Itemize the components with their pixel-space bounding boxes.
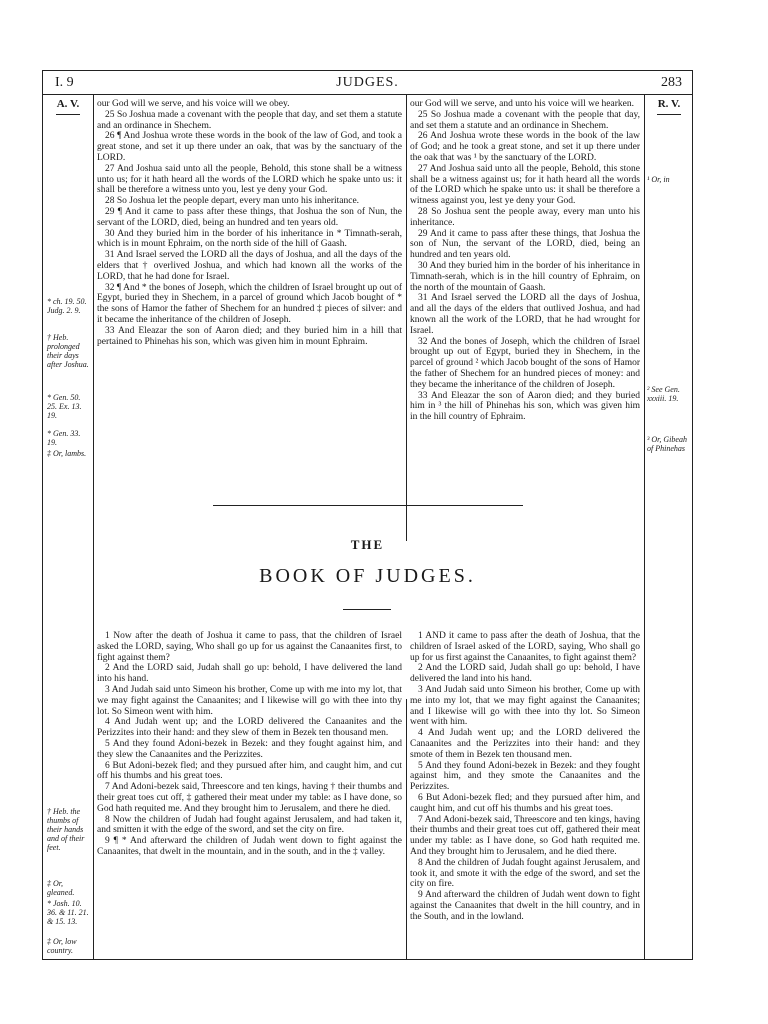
page-header <box>43 71 692 95</box>
av-label-rule <box>56 114 80 115</box>
page-frame <box>42 70 693 960</box>
chapter-ref: I. 9 <box>55 75 74 90</box>
verse: 26 And Joshua wrote these words in the book of the law of God; and he took a great stone, and set it up there under the oak that was ¹ by the sanctuary of the LORD. <box>410 131 640 163</box>
margin-note: ² See Gen. xxxiii. 19. <box>647 385 680 403</box>
av-text-top <box>97 99 402 347</box>
margin-note: ³ Or, Gibeah of Phinehas <box>647 435 687 453</box>
verse: 6 But Adoni-bezek fled; and they pursued after him, and caught him, and cut off his thumbs and his great toes. <box>410 792 640 814</box>
verse: 8 And the children of Judah fought against Jerusalem, and took it, and smote it with the edge of the sword, and set the city on fire. <box>410 857 640 890</box>
verse: 4 And Judah went up; and the LORD delivered the Canaanites and the Perizzites into their hand: and they smote of them in Bezek ten thousand men. <box>410 728 640 760</box>
verse: 28 So Joshua sent the people away, every man unto his inheritance. <box>410 206 640 228</box>
verse: 31 And Israel served the LORD all the days of Joshua, and all the days of the elders that outlived Joshua, and had known all the work of the LORD, that he had wrought for Israel. <box>410 293 640 336</box>
verse: 7 And Adoni-bezek said, Threescore and ten kings, having their thumbs and their great toes cut off, gathered their meat under my table: as I have done, so God hath requited me. And they brought him to Jerusalem, and he died there. <box>410 814 640 857</box>
verse: 8 Now the children of Judah had fought against Jerusalem, and had taken it, and smitten it with the edge of the sword, and set the city on fire. <box>97 814 402 836</box>
verse: 2 And the LORD said, Judah shall go up: behold, I have delivered the land into his hand. <box>410 663 640 685</box>
page-number: 283 <box>661 75 682 90</box>
verse: 9 ¶ * And afterward the children of Judah went down to fight against the Canaanites, that dwelt in the mountain, and in the south, and in the ‡ valley. <box>97 836 402 857</box>
verse: 33 And Eleazar the son of Aaron died; and they buried him in ³ the hill of Phinehas his son, which was given him in the hill country of Ephraim. <box>410 390 640 423</box>
rv-column-label: R. V. <box>657 98 681 110</box>
av-text-bottom <box>97 631 402 858</box>
verse: 32 And the bones of Joseph, which the children of Israel brought up out of Egypt, buried they in Shechem, in the parcel of ground ² which Jacob bought of the sons of Hamor the father of Shechem for an hundred pieces of money: and they became the inheritance of the children of Joseph. <box>410 336 640 390</box>
margin-note: * ch. 19. 50. Judg. 2. 9. <box>47 297 87 315</box>
right-margin-rule <box>644 95 645 959</box>
verse: 32 ¶ And * the bones of Joseph, which the children of Israel brought up out of Egypt, buried they in Shechem, in a parcel of ground which Jacob bought of * the sons of Hamor the father of Shechem for an hundred ‡ pieces of silver: and it became the inheritance of the children of Joseph. <box>97 282 402 325</box>
verse: 6 But Adoni-bezek fled; and they pursued after him, and caught him, and cut off his thumbs and his great toes. <box>97 760 402 782</box>
margin-note: ¹ Or, in <box>647 175 670 184</box>
av-column-label: A. V. <box>56 98 80 110</box>
verse: our God will we serve, and unto his voice will we hearken. <box>410 99 634 109</box>
verse: 33 And Eleazar the son of Aaron died; and they buried him in a hill that pertained to Phinehas his son, which was given him in mount Ephraim. <box>97 325 402 347</box>
margin-note: * Gen. 33. 19. <box>47 429 81 447</box>
verse: 25 So Joshua made a covenant with the people that day, and set them a statute and an ordinance in Shechem. <box>410 109 640 131</box>
verse: 7 And Adoni-bezek said, Threescore and ten kings, having † their thumbs and their great toes cut off, ‡ gathered their meat under my table: as I have done, so God hath requited me. And they brought him to Jerusalem, and there he died. <box>97 782 402 814</box>
verse: 30 And they buried him in the border of his inheritance in Timnath-serah, which is in the hill country of Ephraim, on the north of the mountain of Gaash. <box>410 260 640 293</box>
verse: 3 And Judah said unto Simeon his brother, Come up with me into my lot, that we may fight against the Canaanites; and I likewise will go with thee into thy lot. So Simeon went with him. <box>97 684 402 717</box>
center-rule-top <box>406 95 407 541</box>
verse: 3 And Judah said unto Simeon his brother, Come up with me into my lot, that we may fight against the Canaanites; and I likewise will go with thee into thy lot. So Simeon went with him. <box>410 684 640 728</box>
verse: 29 And it came to pass after these things, that Joshua the son of Nun, the servant of the LORD, died, being an hundred and ten years old. <box>410 228 640 261</box>
book-title: BOOK OF JUDGES. <box>259 565 476 587</box>
title-underline <box>343 609 391 610</box>
book-running-title: JUDGES. <box>336 75 399 90</box>
margin-note: * Gen. 50. 25. Ex. 13. 19. <box>47 393 82 420</box>
verse: 26 ¶ And Joshua wrote these words in the book of the law of God, and took a great stone, and set it up there under an oak, that was by the sanctuary of the LORD. <box>97 131 402 163</box>
margin-note: ‡ Or, lambs. <box>47 449 87 458</box>
book-title-the: THE <box>350 537 385 552</box>
verse: 5 And they found Adoni-bezek in Bezek: and they fought against him, and they smote the Canaanites and the Perizzites. <box>410 760 640 793</box>
margin-note: † Heb. the thumbs of their hands and of their feet. <box>47 807 85 852</box>
verse: 2 And the LORD said, Judah shall go up: behold, I have delivered the land into his hand. <box>97 663 402 685</box>
verse: 27 And Joshua said unto all the people, Behold, this stone shall be a witness against us; for it hath heard all the words of the LORD which he spake unto us: it shall be therefore a witness against you, lest ye deny your God. <box>410 163 640 207</box>
rv-label-rule <box>657 114 681 115</box>
verse: 27 And Joshua said unto all the people, Behold, this stone shall be a witness unto us; for it hath heard all the words of the LORD which he spake unto us: it shall be therefore a witness unto you, lest ye deny your God. <box>97 163 402 196</box>
section-divider <box>213 505 523 506</box>
verse: 28 So Joshua let the people depart, every man unto his inheritance. <box>105 196 360 207</box>
verse: 1 Now after the death of Joshua it came to pass, that the children of Israel asked the LORD, saying, Who shall go up for us against the Canaanites first, to fight against them? <box>97 631 402 663</box>
verse: 4 And Judah went up; and the LORD delivered the Canaanites and the Perizzites into their hand: and they slew of them in Bezek ten thousand men. <box>97 717 402 739</box>
center-rule-bottom <box>406 699 407 959</box>
rv-text-top <box>410 99 640 423</box>
verse: 30 And they buried him in the border of his inheritance in * Timnath-serah, which is in mount Ephraim, on the north side of the hill of Gaash. <box>97 228 402 250</box>
left-margin-rule <box>93 95 94 959</box>
verse: 5 And they found Adoni-bezek in Bezek: and they fought against him, and they slew the Canaanites and the Perizzites. <box>97 738 402 760</box>
margin-note: † Heb. prolonged their days after Joshua. <box>47 333 89 369</box>
margin-note: ‡ Or, gleaned. <box>47 879 75 897</box>
margin-note: * Josh. 10. 36. & 11. 21. & 15. 13. <box>47 899 89 926</box>
verse: 9 And afterward the children of Judah went down to fight against the Canaanites that dwelt in the hill country, and in the South, and in the lowland. <box>410 890 640 922</box>
verse: our God will we serve, and his voice will we obey. <box>97 99 290 109</box>
margin-note: ‡ Or, low country. <box>47 937 77 955</box>
verse: 29 ¶ And it came to pass after these things, that Joshua the son of Nun, the servant of the LORD, died, being an hundred and ten years old. <box>97 206 402 228</box>
rv-text-bottom <box>410 631 640 923</box>
verse: 31 And Israel served the LORD all the days of Joshua, and all the days of the elders that † overlived Joshua, and which had known all the works of the LORD, that he had done for Israel. <box>97 250 402 282</box>
verse: 1 AND it came to pass after the death of Joshua, that the children of Israel asked of the LORD, saying, Who shall go up for us first against the Canaanites, to fight against them? <box>410 631 640 663</box>
verse: 25 So Joshua made a covenant with the people that day, and set them a statute and an ordinance in Shechem. <box>97 109 402 131</box>
